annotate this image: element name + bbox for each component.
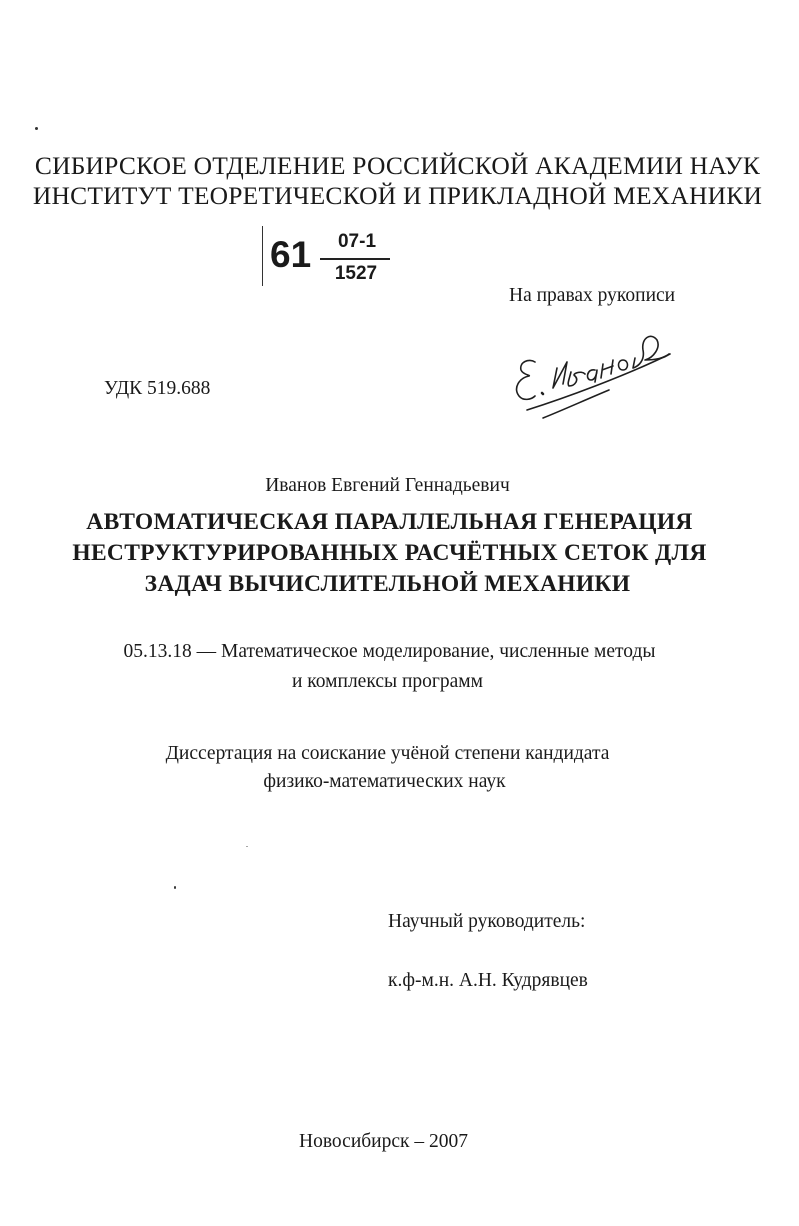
thesis-title-line-2: НЕСТРУКТУРИРОВАННЫХ РАСЧЁТНЫХ СЕТОК ДЛЯ	[72, 540, 707, 566]
advisor-label: Научный руководитель:	[388, 911, 586, 932]
specialty-line-2: и комплексы программ	[292, 671, 483, 692]
institution-line-1: СИБИРСКОЕ ОТДЕЛЕНИЕ РОССИЙСКОЙ АКАДЕМИИ НАУК	[34, 151, 761, 180]
city-year: Новосибирск – 2007	[299, 1131, 468, 1152]
stamp-numerator: 07-1	[337, 231, 377, 252]
thesis-title-line-1: АВТОМАТИЧЕСКАЯ ПАРАЛЛЕЛЬНАЯ ГЕНЕРАЦИЯ	[86, 509, 693, 535]
author-name: Иванов Евгений Геннадьевич	[265, 475, 510, 496]
degree-line-1: Диссертация на соискание учёной степени кандидата	[165, 743, 610, 764]
thesis-title-line-3: ЗАДАЧ ВЫЧИСЛИТЕЛЬНОЙ МЕХАНИКИ	[144, 571, 631, 597]
manuscript-rights: На правах рукописи	[509, 285, 676, 306]
degree-line-2: физико-математических наук	[263, 771, 506, 792]
stamp-prefix: 61	[270, 234, 312, 275]
scan-speck	[35, 127, 38, 130]
stamp-denominator: 1527	[334, 263, 378, 284]
advisor-name: к.ф-м.н. А.Н. Кудрявцев	[388, 970, 588, 991]
stamp-fraction-line	[320, 258, 390, 260]
author-signature	[505, 310, 680, 422]
specialty-line-1: 05.13.18 — Математическое моделирование, численные методы	[123, 641, 656, 662]
scan-speck	[174, 886, 176, 889]
institution-line-2: ИНСТИТУТ ТЕОРЕТИЧЕСКОЙ И ПРИКЛАДНОЙ МЕХАНИКИ	[32, 181, 763, 210]
udc-code: УДК 519.688	[104, 378, 211, 399]
stamp-bar	[262, 226, 263, 286]
scan-speck	[246, 846, 248, 847]
